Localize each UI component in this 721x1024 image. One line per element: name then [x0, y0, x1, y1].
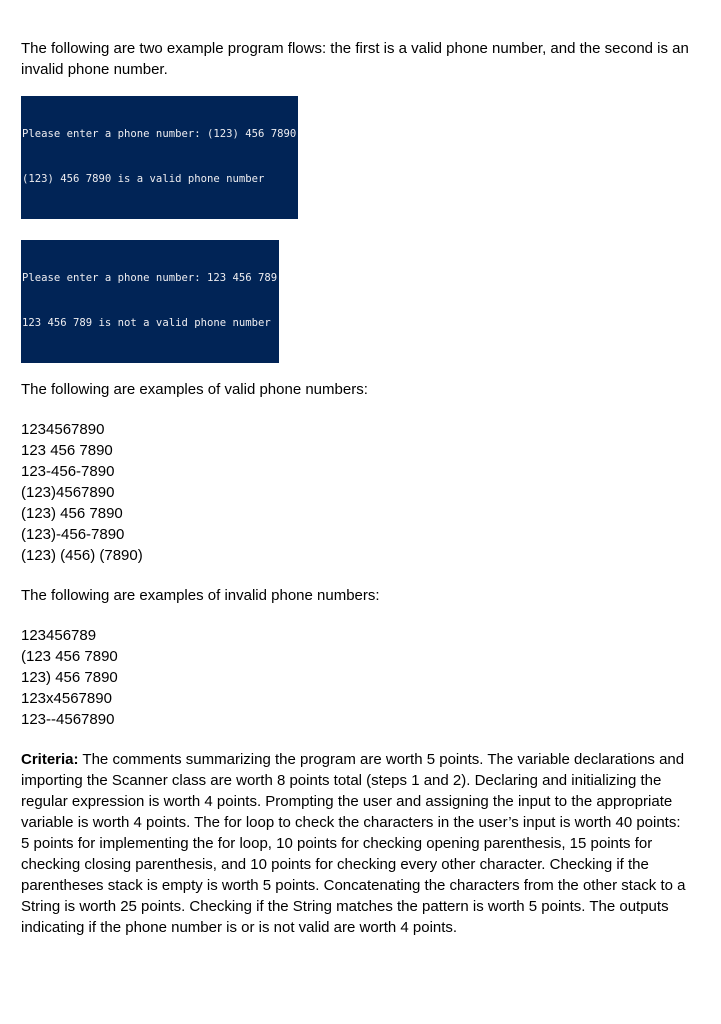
list-item: 123456789 [21, 627, 97, 644]
list-item: 1234567890 [21, 421, 105, 438]
document-page [21, 38, 691, 938]
console-output-valid [21, 96, 298, 219]
list-item: (123) 456 7890 [21, 505, 123, 522]
list-item: (123 456 7890 [21, 648, 118, 665]
criteria-text: The comments summarizing the program are worth 5 points. The variable declarations and importing the Scanner class are worth 8 points total (steps 1 and 2). Declaring and initializing the regular expression is worth 4 points. Prompting the user and assigning the input to the appropriate variable is worth 4 points. The for loop to check the characters in the user’s input is worth 40 points: 5 points for implementing the for loop, 10 points for checking opening parenthesis, 15 points for checking closing parenthesis, and 10 points for checking every other character. Checking if the parentheses stack is empty is worth 5 points. Concatenating the characters from the other stack to a String is worth 25 points. Checking if the String matches the pattern is worth 5 points. The outputs indicating if the phone number is or is not valid are worth 4 points. [21, 751, 686, 936]
console-line: (123) 456 7890 is a valid phone number [22, 173, 265, 185]
console-example-invalid [21, 240, 691, 379]
list-item: 123) 456 7890 [21, 669, 118, 686]
list-item: 123-456-7890 [21, 463, 115, 480]
invalid-numbers-list [21, 625, 691, 730]
console-example-valid [21, 96, 691, 240]
criteria-label: Criteria: [21, 751, 79, 768]
console-line: 123 456 789 is not a valid phone number [22, 317, 271, 329]
valid-numbers-heading: The following are examples of valid phone numbers: [21, 381, 368, 398]
list-item: 123x4567890 [21, 690, 112, 707]
intro-paragraph: The following are two example program flows: the first is a valid phone number, and the second is an invalid phone number. [21, 40, 689, 78]
list-item: (123) (456) (7890) [21, 547, 143, 564]
list-item: 123 456 7890 [21, 442, 113, 459]
console-line: Please enter a phone number: (123) 456 7890 [22, 128, 297, 140]
console-output-invalid [21, 240, 279, 363]
list-item: (123)4567890 [21, 484, 115, 501]
valid-numbers-list [21, 419, 691, 566]
list-item: (123)-456-7890 [21, 526, 125, 543]
criteria-paragraph [21, 749, 691, 938]
console-line: Please enter a phone number: 123 456 789 [22, 272, 278, 284]
invalid-numbers-heading: The following are examples of invalid phone numbers: [21, 587, 380, 604]
list-item: 123--4567890 [21, 711, 115, 728]
